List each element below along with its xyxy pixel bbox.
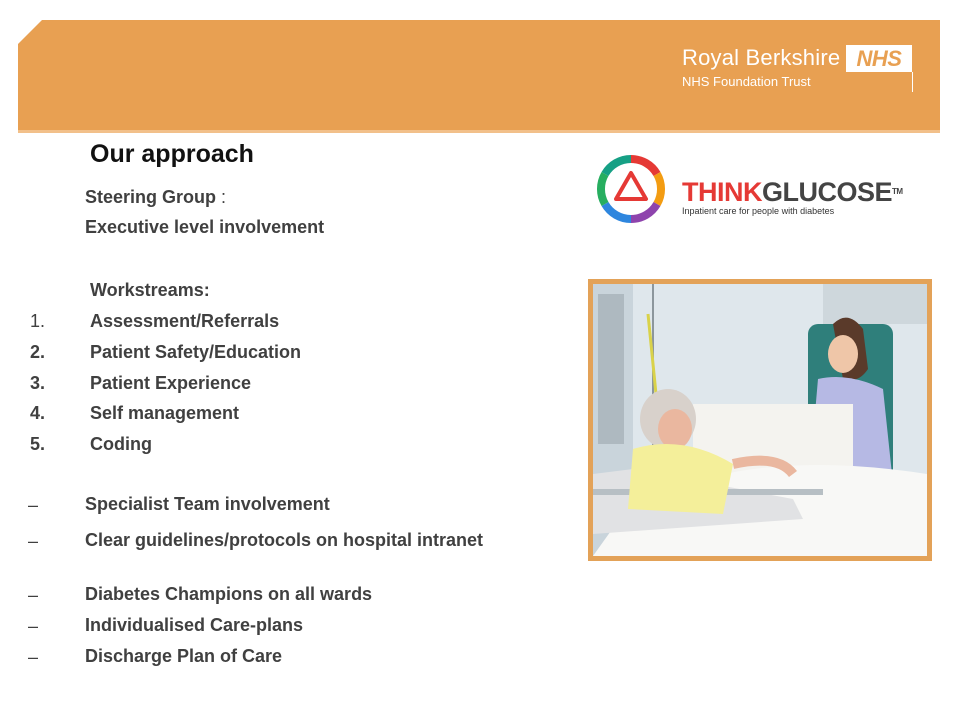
slide-title: Our approach bbox=[90, 140, 254, 168]
steering-group-text: Steering Group bbox=[85, 187, 217, 207]
bullet-item: Specialist Team involvement bbox=[85, 494, 330, 514]
bullet-item: Clear guidelines/protocols on hospital intranet bbox=[85, 530, 484, 550]
workstream-item: Patient Experience bbox=[90, 373, 252, 393]
organisation-name: Royal Berkshire bbox=[682, 45, 841, 70]
workstream-item: Patient Safety/Education bbox=[90, 342, 302, 362]
header-divider bbox=[18, 130, 940, 133]
workstream-item: Coding bbox=[90, 434, 152, 454]
nurse-with-patient-photo bbox=[588, 279, 932, 561]
nhs-badge-rule bbox=[912, 72, 913, 92]
bullet-marker: – bbox=[28, 531, 39, 551]
thinkglucose-ring-triangle-icon bbox=[596, 154, 666, 224]
organisation-logo bbox=[682, 46, 840, 89]
bullet-item: Individualised Care-plans bbox=[85, 615, 304, 635]
nhs-badge-text: NHS bbox=[856, 46, 902, 71]
executive-involvement: Executive level involvement bbox=[85, 217, 325, 237]
bullet-item: Discharge Plan of Care bbox=[85, 646, 283, 666]
workstream-item: Assessment/Referrals bbox=[90, 311, 280, 331]
steering-group-colon: : bbox=[221, 187, 227, 207]
logo-think: THINK bbox=[682, 177, 762, 207]
logo-tagline: Inpatient care for people with diabetes bbox=[682, 206, 835, 216]
workstream-number: 5. bbox=[30, 434, 46, 454]
workstream-number: 4. bbox=[30, 403, 46, 423]
bullet-marker: – bbox=[28, 495, 39, 515]
workstreams-heading: Workstreams: bbox=[90, 280, 210, 300]
bullet-item: Diabetes Champions on all wards bbox=[85, 584, 373, 604]
organisation-subtitle: NHS Foundation Trust bbox=[682, 74, 811, 89]
bullet-marker: – bbox=[28, 647, 39, 667]
steering-group-label bbox=[85, 186, 226, 208]
workstream-number: 3. bbox=[30, 373, 46, 393]
bullet-marker: – bbox=[28, 616, 39, 636]
logo-glucose: GLUCOSE bbox=[762, 177, 893, 207]
bullet-marker: – bbox=[28, 585, 39, 605]
workstream-item: Self management bbox=[90, 403, 240, 423]
workstream-number: 2. bbox=[30, 342, 46, 362]
thinkglucose-wordmark bbox=[682, 178, 903, 216]
nhs-badge bbox=[846, 45, 912, 72]
workstream-number: 1. bbox=[30, 311, 46, 331]
photo-illustration bbox=[593, 284, 927, 556]
logo-trademark: TM bbox=[892, 187, 903, 196]
